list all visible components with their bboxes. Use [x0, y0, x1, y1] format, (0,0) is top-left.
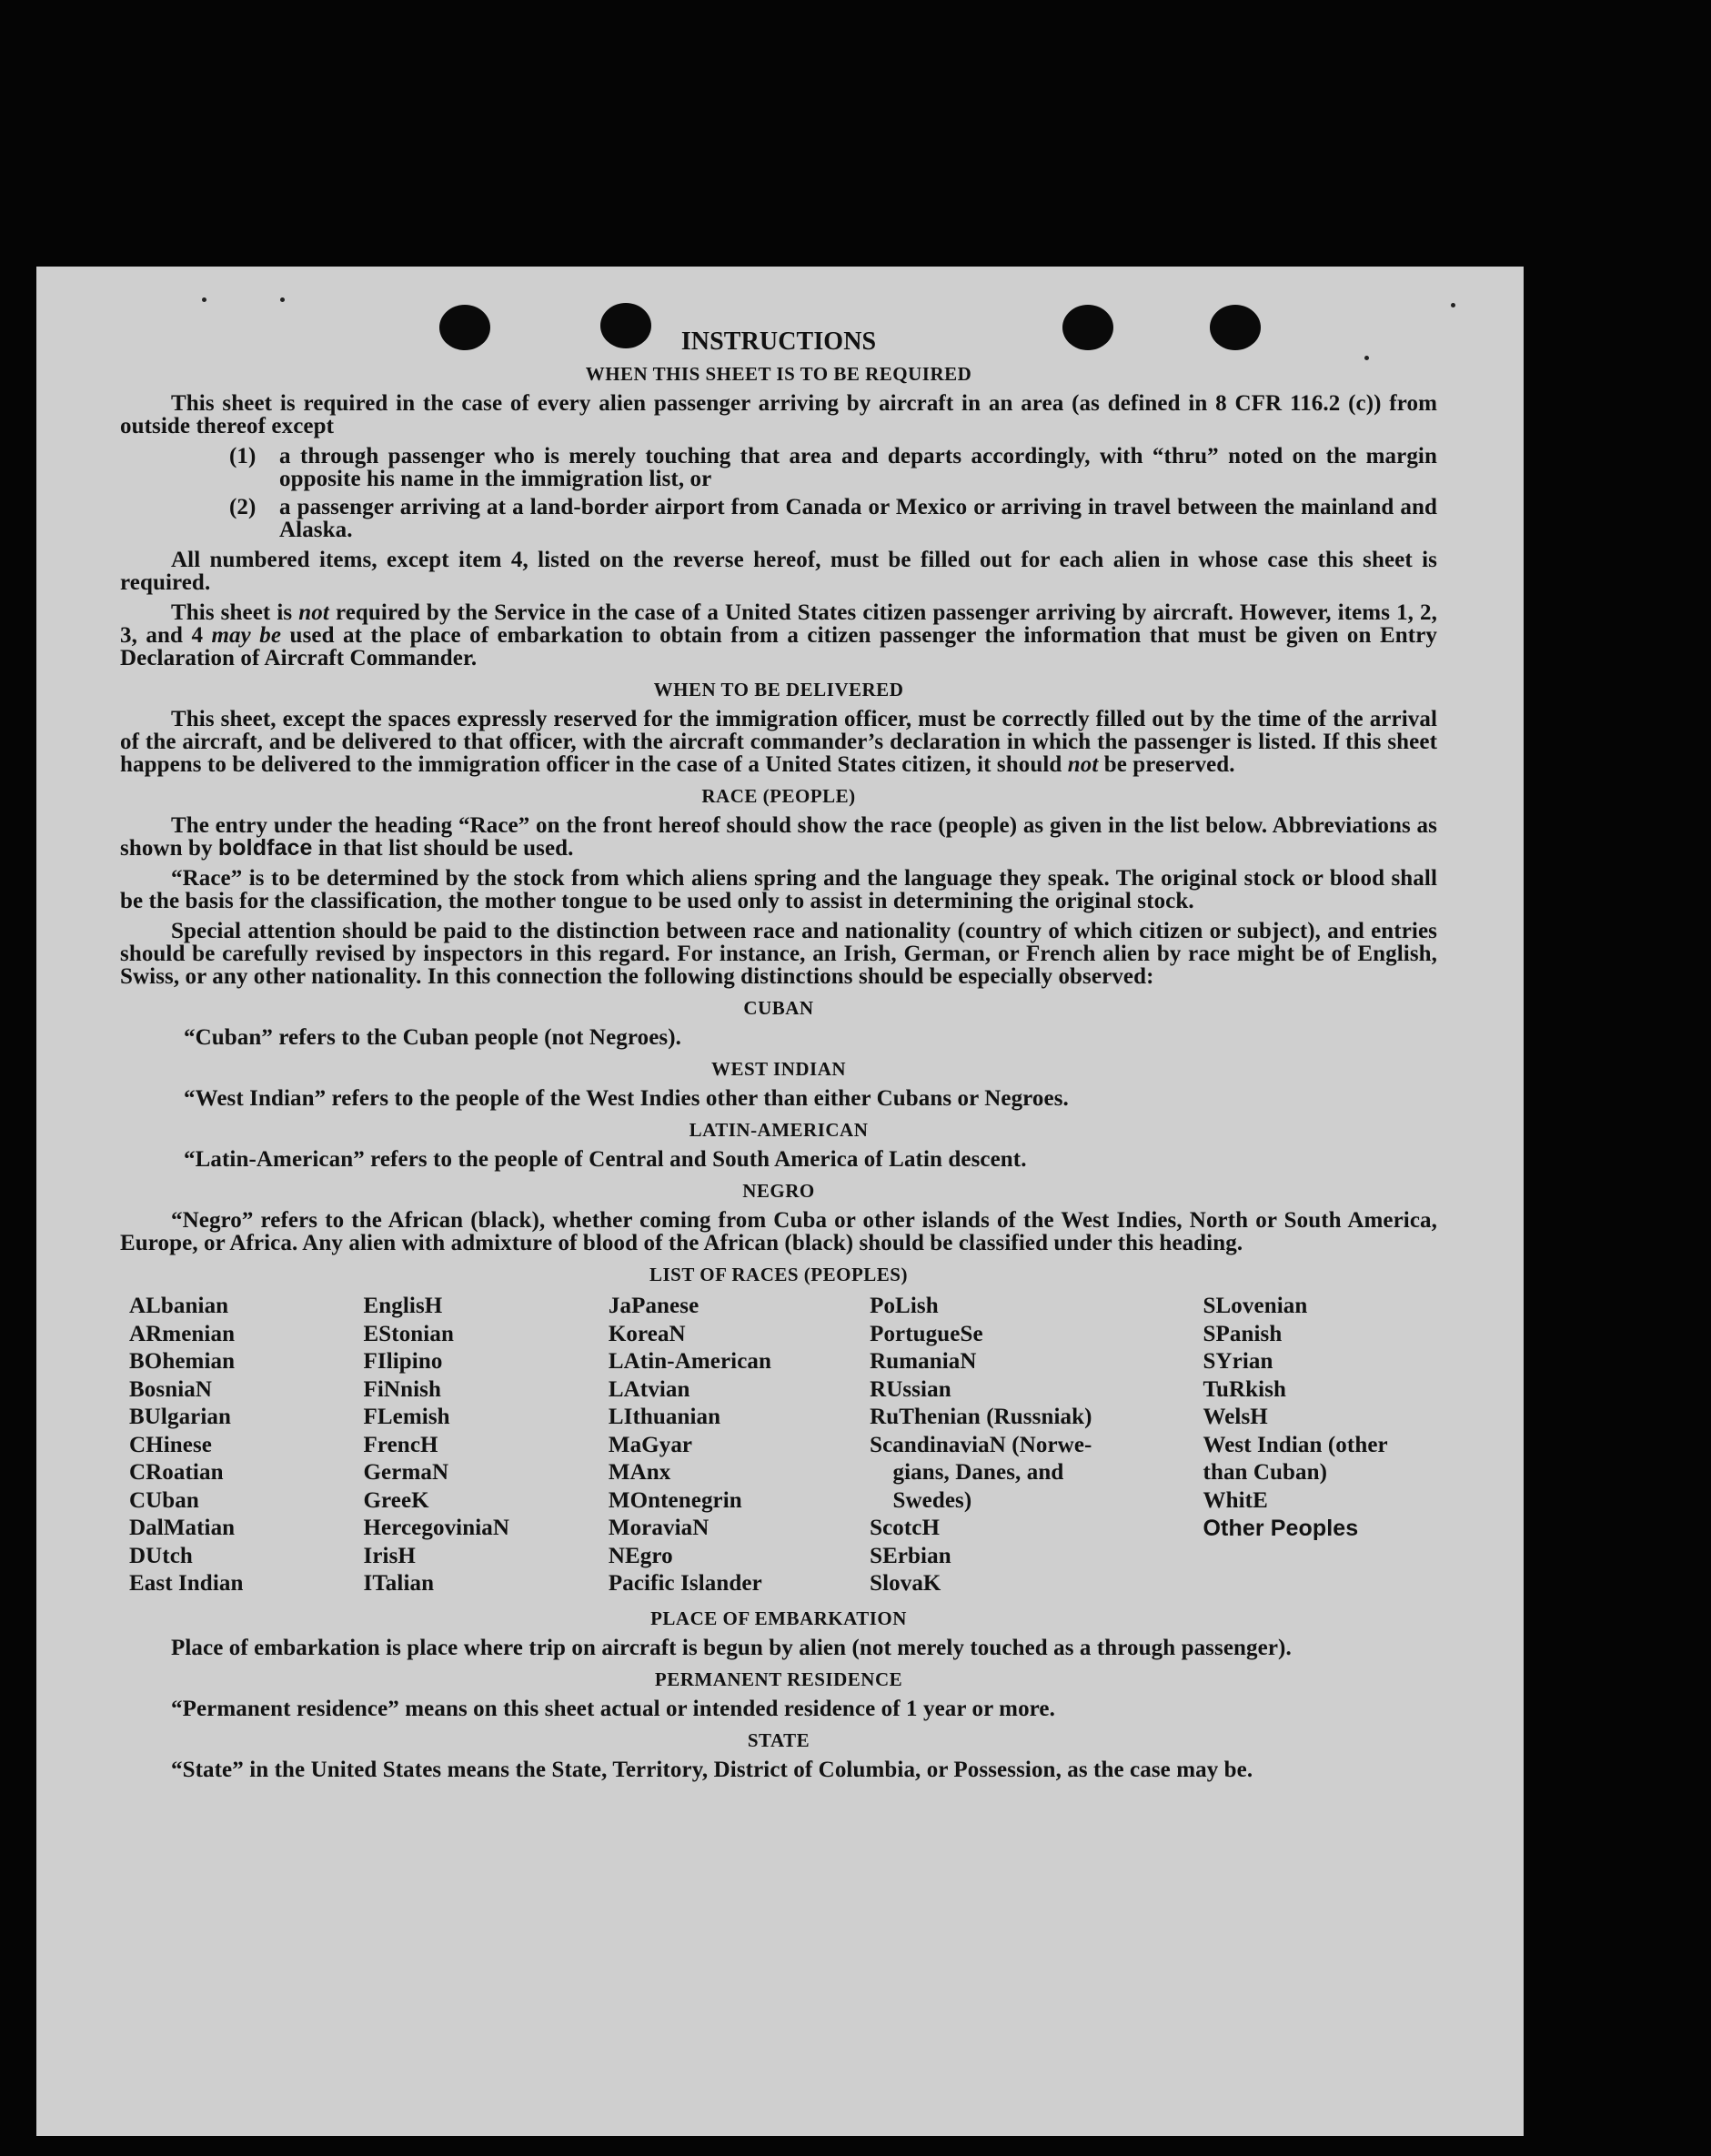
exception-number: (2): [229, 495, 257, 519]
race-entry: ScotcH: [870, 1516, 941, 1540]
heading-race: RACE (PEOPLE): [701, 785, 856, 807]
race-entry: ITalian: [363, 1571, 435, 1596]
race-entry: SLovenian: [1203, 1294, 1308, 1318]
numbered-items-paragraph: All numbered items, except item 4, listed on the reverse hereof, must be filled out for each alien in whose case this sheet is required.: [120, 548, 1437, 595]
race-entry: WelsH: [1203, 1405, 1268, 1429]
races-column: [129, 1293, 364, 1598]
race-entry: FrencH: [363, 1432, 438, 1457]
races-column: [609, 1293, 870, 1598]
race-entry: FLemish: [363, 1405, 450, 1429]
race-entry: GreeK: [363, 1487, 429, 1513]
heading-list-of-races: LIST OF RACES (PEOPLES): [649, 1264, 908, 1285]
cuban-definition: “Cuban” refers to the Cuban people (not Negroes).: [184, 1025, 682, 1050]
embarkation-definition: Place of embarkation is place where trip on aircraft is begun by alien (not merely touched as a through passenger).: [171, 1635, 1292, 1660]
heading-latin-american: LATIN-AMERICAN: [689, 1119, 869, 1141]
race-entry: DUtch: [129, 1543, 193, 1568]
race-entry: BOhemian: [129, 1349, 236, 1374]
race-entry: LAtvian: [608, 1376, 690, 1402]
heading-place-of-embarkation: PLACE OF EMBARKATION: [650, 1607, 907, 1629]
race-entry: CUban: [129, 1487, 199, 1513]
race-entry: PoLish: [870, 1294, 939, 1318]
negro-definition: “Negro” refers to the African (black), whether coming from Cuba or other islands of the West Indies, North or South America, Europe, or Africa. Any alien with admixture of blood of the African (black) should be classified under this heading.: [120, 1208, 1437, 1255]
speck: [1451, 303, 1455, 307]
delivered-paragraph: This sheet, except the spaces expressly reserved for the immigration officer, must be correctly filled out by the time of the arrival of the aircraft, and be delivered to that officer, with the aircraft commander’s declaration in which the passenger is listed. If this sheet happens to be delivered to the immigration officer in the case of a United States citizen, it should not be preserved.: [120, 707, 1437, 777]
races-table: [129, 1293, 1437, 1598]
exception-list: [120, 445, 1437, 541]
race-entry: KoreaN: [608, 1321, 686, 1346]
race-entry: GermaN: [363, 1460, 449, 1485]
race-entry: MoraviaN: [608, 1516, 710, 1540]
heading-negro: NEGRO: [742, 1180, 815, 1202]
race-entry: TuRkish: [1203, 1376, 1287, 1402]
race-entry: than Cuban): [1203, 1460, 1328, 1485]
race-entry: SYrian: [1203, 1349, 1273, 1374]
exception-text: a through passenger who is merely touching that area and departs accordingly, with “thru” noted on the margin opposite his name in the immigration list, or: [279, 444, 1437, 491]
race-entry: MaGyar: [608, 1432, 693, 1457]
race-stock-paragraph: “Race” is to be determined by the stock from which aliens spring and the language they speak. The original stock or blood shall be the basis for the classification, the mother tongue to be used only to assist in determining the original stock.: [120, 866, 1437, 913]
race-entry: JaPanese: [608, 1294, 699, 1318]
exception-number: (1): [229, 444, 257, 468]
race-entry: East Indian: [129, 1571, 244, 1596]
race-nationality-paragraph: Special attention should be paid to the distinction between race and nationality (country of which citizen or subject), and entries should be carefully revised by inspectors in this regard. For instance, an Irish, German, or French alien by race might be of English, Swiss, or any other nationality. In this connection the following distinctions should be especially observed:: [120, 919, 1437, 989]
race-entry: BUlgarian: [129, 1405, 232, 1429]
race-entry: LIthuanian: [608, 1405, 721, 1429]
race-entry: HercegoviniaN: [363, 1516, 510, 1540]
race-entry: EnglisH: [363, 1294, 443, 1318]
race-entry: FIlipino: [363, 1349, 443, 1374]
state-definition: “State” in the United States means the State, Territory, District of Columbia, or Possession, as the case may be.: [171, 1757, 1253, 1782]
races-column: [364, 1293, 609, 1598]
race-entry: Pacific Islander: [608, 1571, 762, 1596]
instructions-body: [120, 328, 1437, 1788]
race-entry: West Indian (other: [1203, 1432, 1388, 1457]
race-entry: WhitE: [1203, 1487, 1268, 1513]
race-entry: EStonian: [363, 1321, 454, 1346]
races-column: [870, 1293, 1203, 1598]
document-sheet: [36, 267, 1524, 2136]
race-entry: NEgro: [608, 1543, 673, 1568]
residence-definition: “Permanent residence” means on this sheet actual or intended residence of 1 year or more.: [171, 1696, 1055, 1721]
race-entry: CRoatian: [129, 1460, 224, 1485]
exception-text: a passenger arriving at a land-border airport from Canada or Mexico or arriving in travel between the mainland and Alaska.: [279, 495, 1437, 542]
race-entry: Swedes): [870, 1487, 972, 1513]
race-entry: SPanish: [1203, 1321, 1283, 1346]
speck: [280, 297, 285, 302]
heading-when-delivered: WHEN TO BE DELIVERED: [653, 679, 904, 700]
heading-permanent-residence: PERMANENT RESIDENCE: [654, 1667, 903, 1690]
west-indian-definition: “West Indian” refers to the people of the West Indies other than either Cubans or Negroes.: [184, 1086, 1069, 1111]
heading-west-indian: WEST INDIAN: [710, 1058, 847, 1080]
race-entry: SlovaK: [870, 1571, 941, 1596]
race-entry: RUssian: [870, 1376, 951, 1402]
heading-when-required: WHEN THIS SHEET IS TO BE REQUIRED: [585, 363, 972, 385]
race-entry: RumaniaN: [870, 1349, 977, 1374]
race-entry: CHinese: [129, 1432, 212, 1457]
races-column: [1203, 1293, 1438, 1598]
race-entry: ALbanian: [129, 1294, 229, 1318]
race-entry: PortugueSe: [870, 1321, 983, 1346]
exception-item: [120, 496, 1437, 541]
race-entry: gians, Danes, and: [870, 1460, 1064, 1485]
heading-cuban: CUBAN: [743, 997, 814, 1019]
race-entry: RuThenian (Russniak): [870, 1405, 1092, 1429]
race-entry: SErbian: [870, 1543, 951, 1568]
race-entry: LAtin-American: [608, 1349, 772, 1374]
race-entry: ScandinaviaN (Norwe-: [870, 1432, 1092, 1457]
race-paragraph: The entry under the heading “Race” on the front hereof should show the race (people) as given in the list below. Abbreviations as shown by boldface in that list should be used.: [120, 813, 1437, 861]
race-entry: Other Peoples: [1203, 1516, 1359, 1541]
race-entry: MOntenegrin: [608, 1487, 742, 1513]
required-intro: This sheet is required in the case of every alien passenger arriving by aircraft in an area (as defined in 8 CFR 116.2 (c)) from outside thereof except: [120, 391, 1437, 438]
race-entry: MAnx: [608, 1460, 671, 1485]
exception-item: [120, 445, 1437, 490]
latin-american-definition: “Latin-American” refers to the people of Central and South America of Latin descent.: [184, 1147, 1027, 1172]
race-entry: BosniaN: [129, 1376, 213, 1402]
race-entry: FiNnish: [363, 1376, 441, 1402]
heading-state: STATE: [747, 1728, 810, 1751]
speck: [202, 297, 206, 302]
page-title: INSTRUCTIONS: [680, 327, 877, 356]
race-entry: ARmenian: [129, 1321, 236, 1346]
race-entry: DalMatian: [129, 1516, 236, 1540]
citizen-paragraph: This sheet is not required by the Service in the case of a United States citizen passenger arriving by aircraft. However, items 1, 2, 3, and 4 may be used at the place of embarkation to obtain from a citizen passenger the information that must be given on Entry Declaration of Aircraft Commander.: [120, 600, 1438, 670]
race-entry: IrisH: [363, 1543, 416, 1568]
